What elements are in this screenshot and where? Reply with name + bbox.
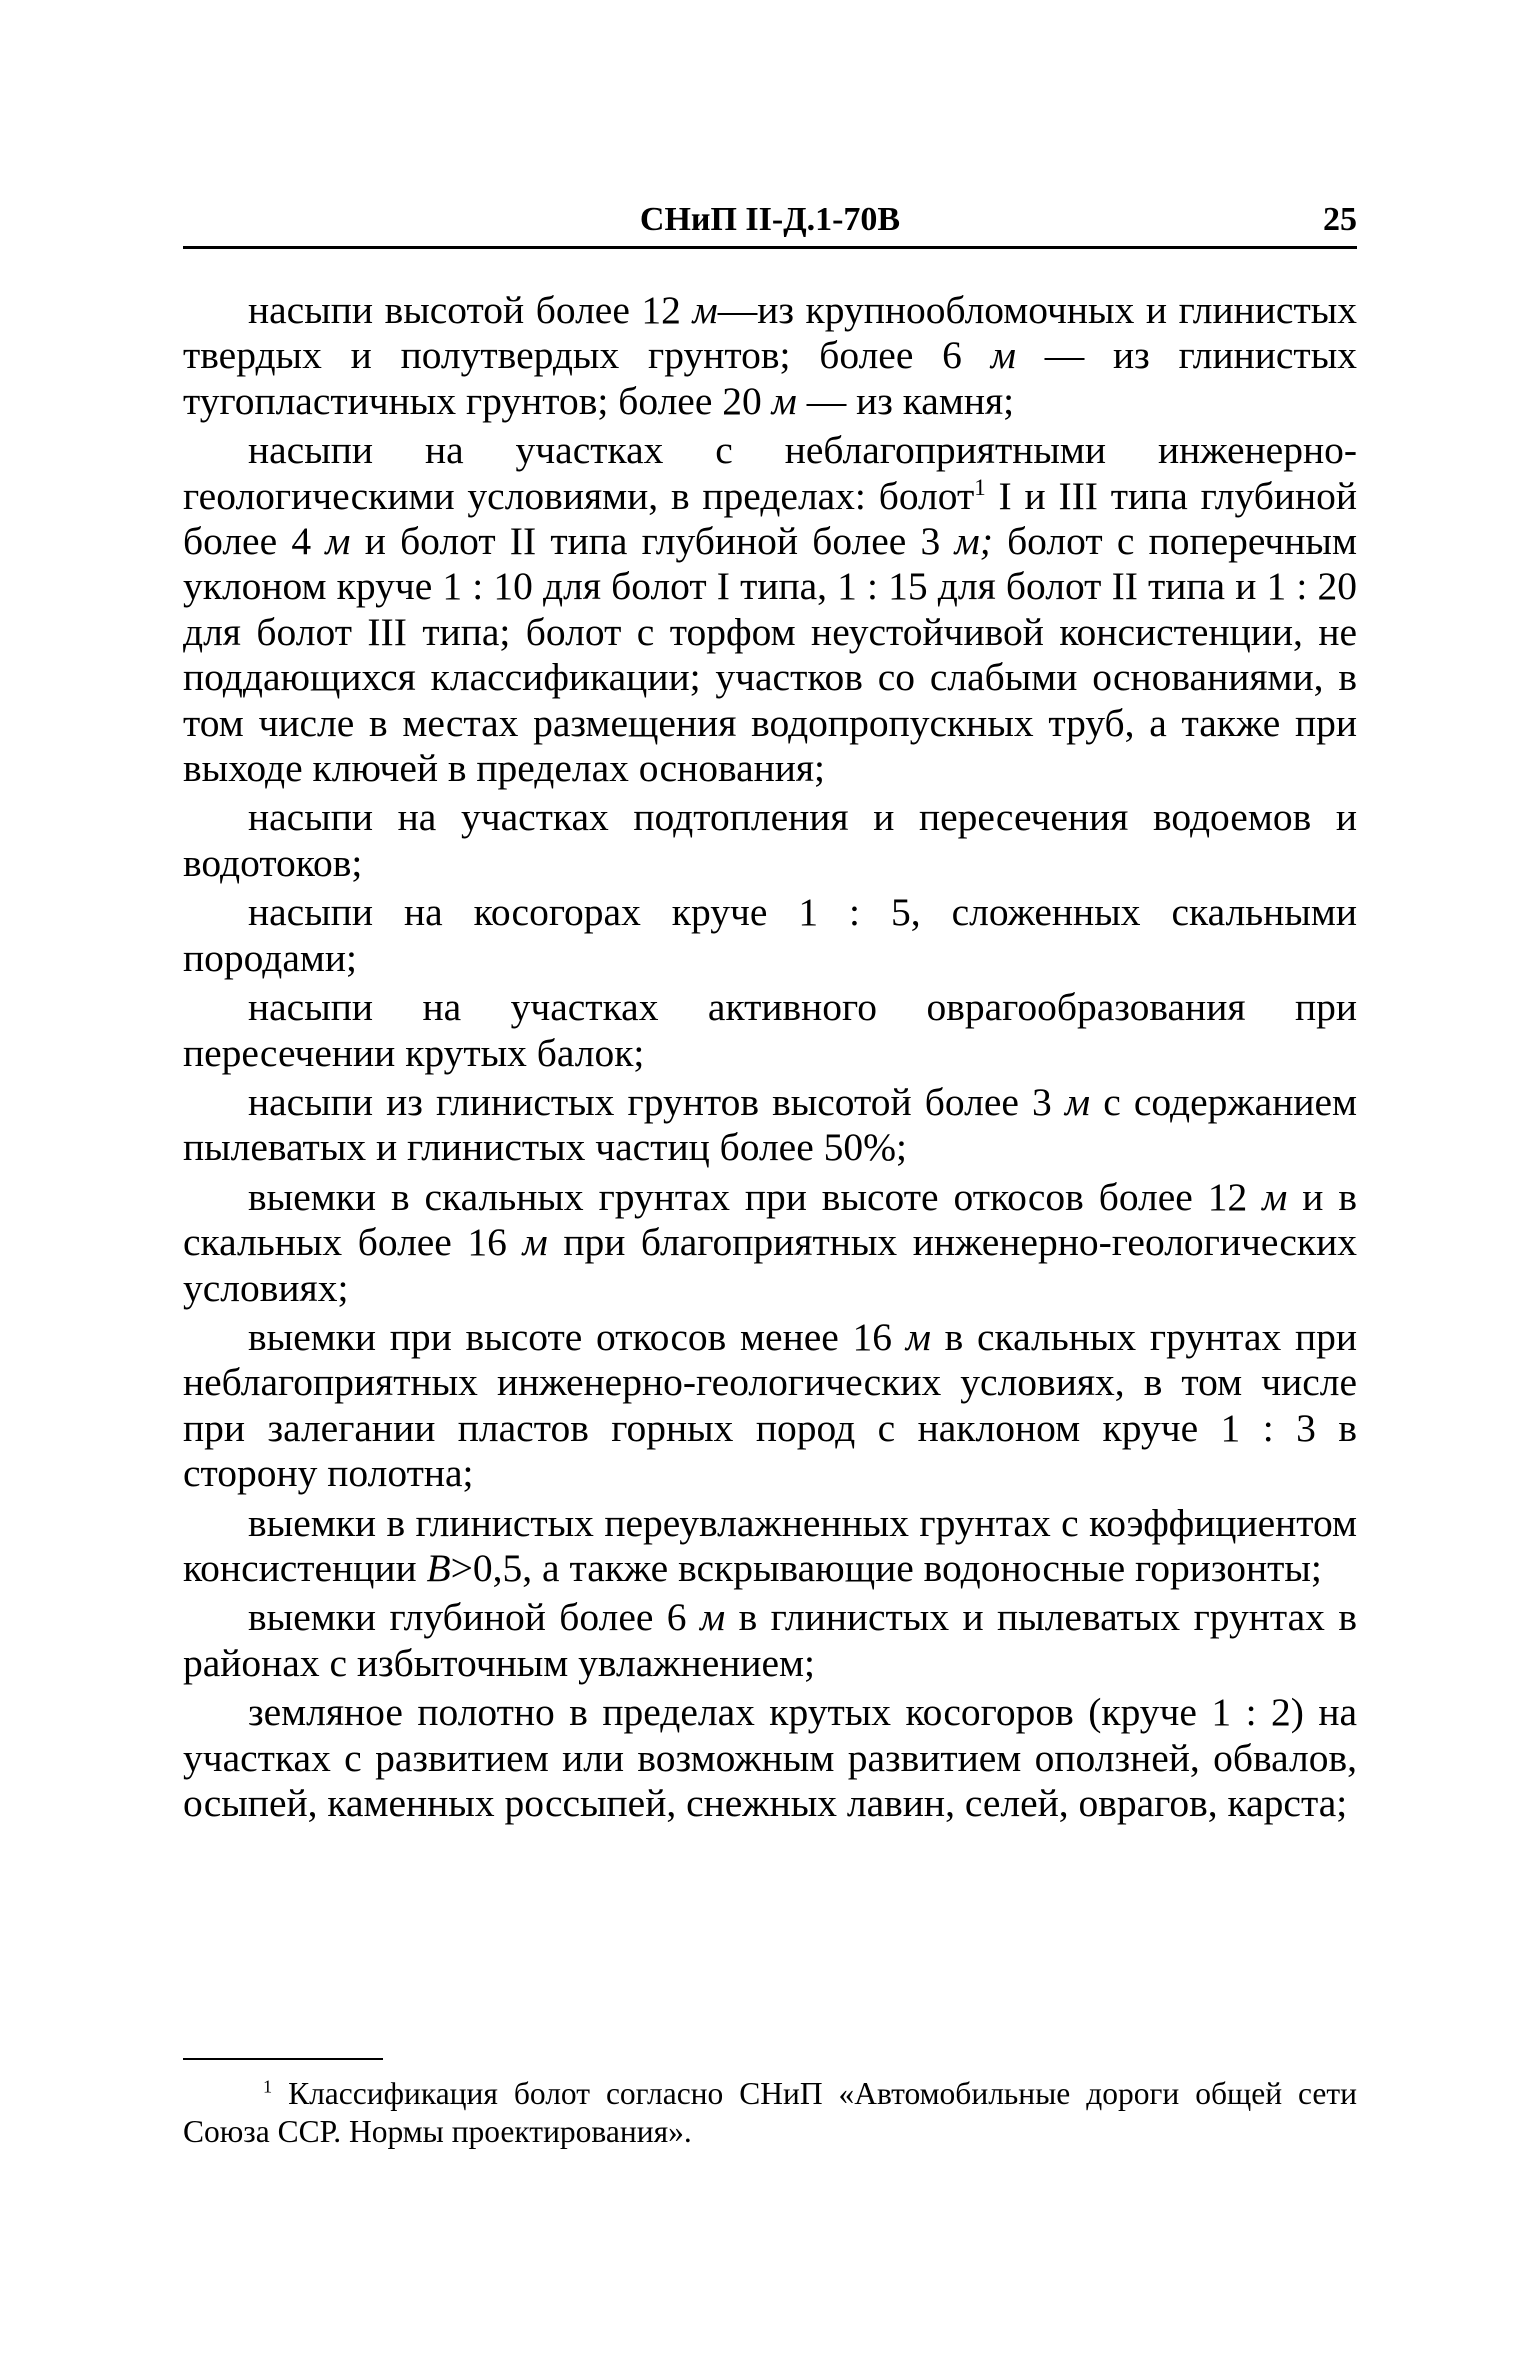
- paragraph-8: выемки при высоте откосов менее 16 м в скальных грунтах при неблагоприятных инженерно-геологических условиях, в том числе при залегании пластов горных пород с наклоном круче 1 : 3 в сторону полотна;: [183, 1314, 1357, 1496]
- body-text: [183, 288, 1357, 1826]
- paragraph-6: насыпи из глинистых грунтов высотой более 3 м с содержанием пылеватых и глинистых частиц более 50%;: [183, 1079, 1358, 1170]
- paragraph-7: выемки в скальных грунтах при высоте откосов более 12 м и в скальных более 16 м при благоприятных инженерно-геологических условиях;: [183, 1174, 1357, 1310]
- footnote: [183, 2075, 1357, 2150]
- paragraph-1: насыпи высотой более 12 м—из крупнообломочных и глинистых твердых и полутвердых грунтов; более 6 м — из глинистых тугопластичных грунтов; более 20 м — из камня;: [183, 288, 1358, 423]
- footnote-text: Классификация болот согласно СНиП «Автомобильные дороги общей сети Союза ССР. Нормы проектирования».: [183, 2076, 1357, 2149]
- footnote-reference: 1: [974, 474, 986, 500]
- header-rule: [183, 246, 1357, 249]
- paragraph-4: насыпи на косогорах круче 1 : 5, сложенных скальными породами;: [183, 890, 1357, 980]
- paragraph-9: выемки в глинистых переувлажненных грунтах с коэффициентом консистенции B>0,5, а также вскрывающие водоносные горизонты;: [183, 1500, 1357, 1590]
- paragraph-5: насыпи на участках активного оврагообразования при пересечении крутых балок;: [183, 985, 1357, 1075]
- paragraph-10: выемки глубиной более 6 м в глинистых и пылеватых грунтах в районах с избыточным увлажнением;: [183, 1595, 1357, 1685]
- footnote-rule: [183, 2058, 383, 2060]
- footnote-marker: 1: [263, 2076, 273, 2097]
- paragraph-11: земляное полотно в пределах крутых косогоров (круче 1 : 2) на участках с развитием или возможным развитием оползней, обвалов, осыпей, каменных россыпей, снежных лавин, селей, оврагов, карста;: [183, 1690, 1357, 1825]
- paragraph-2: насыпи на участках с неблагоприятными инженерно-геологическими условиями, в пределах: болот$^1$ I и III типа глубиной более 4 м и болот II типа глубиной более 3 м; болот с поперечным уклоном круче 1 : 10 для болот I типа, 1 : 15 для болот II типа и 1 : 20 для болот III типа; болот с торфом неустойчивой консистенции, не поддающихся классификации; участков со слабыми основаниями, в том числе в местах размещения водопропускных труб, а также при выходе ключей в пределах основания;: [183, 428, 1357, 791]
- running-title: СНиП II-Д.1-70В: [639, 201, 901, 238]
- page-number: 25: [1323, 201, 1357, 238]
- page-header: [183, 196, 1357, 244]
- paragraph-3: насыпи на участках подтопления и пересечения водоемов и водотоков;: [183, 795, 1357, 885]
